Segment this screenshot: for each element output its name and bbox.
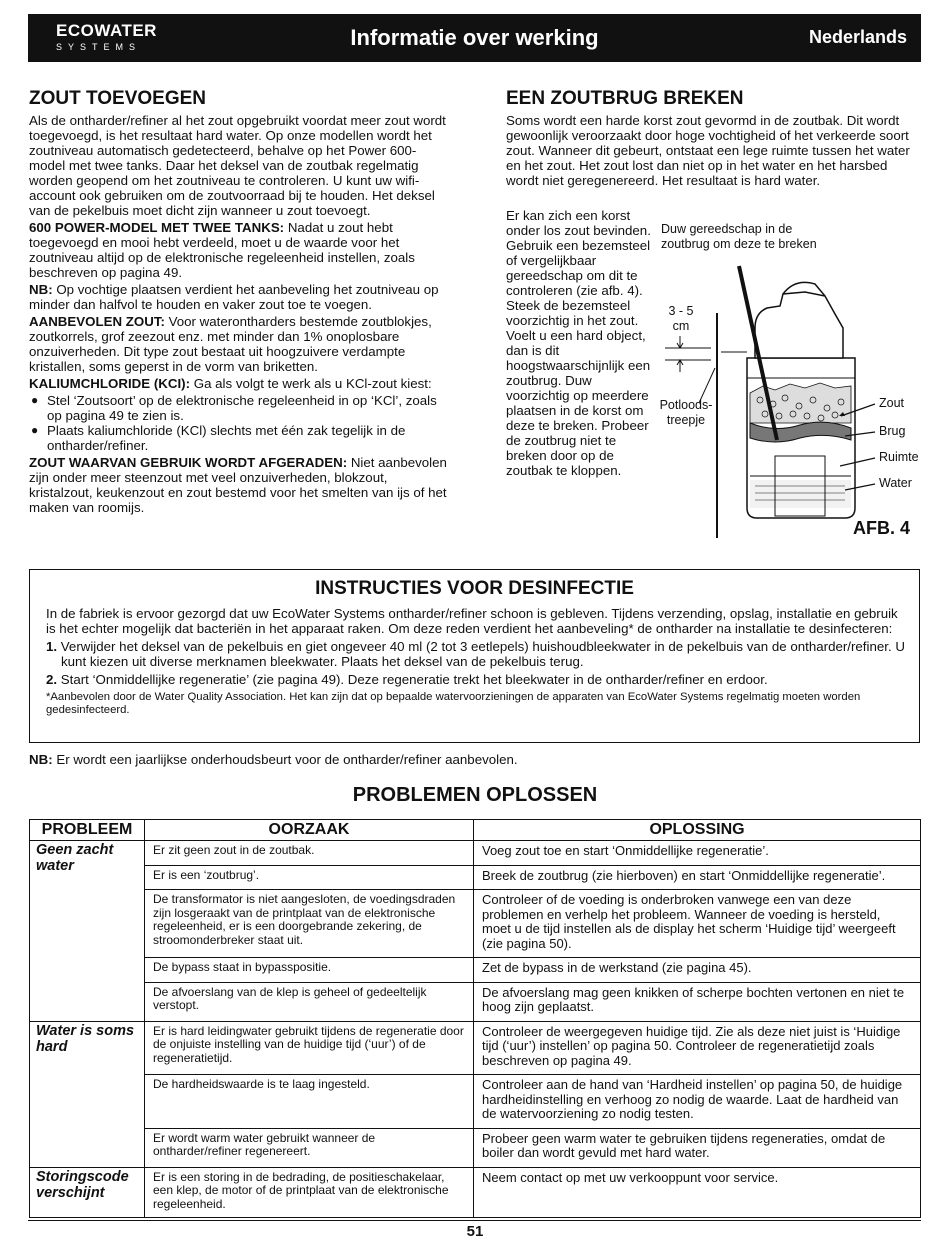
table-header-row xyxy=(30,820,921,841)
table-row xyxy=(30,958,921,983)
logo-wordmark: ECOWATER xyxy=(56,21,157,40)
space-label: Ruimte xyxy=(879,450,919,464)
not-recommended xyxy=(29,455,449,515)
cause-cell: Er is een storing in de bedrading, de positieschakelaar, een klep, de motor of de printplaat van de elektronische regeleenheid. xyxy=(145,1167,474,1218)
recommended-text: Voor waterontharders bestemde zoutblokjes, zoutkorrels, grof zeezout enz. met minder dan 1% onoplosbare onzuiverheden. Dit type zout bestaat uit hoogzuivere verdampte kristallen, soms geperst in de vorm van briketten. xyxy=(29,314,432,374)
table-row xyxy=(30,982,921,1021)
bridge-intro: Soms wordt een harde korst zout gevormd in de zoutbak. Dit wordt gewoonlijk veroorzaakt door hoge vochtigheid of het verkeerde soort zout. Wanneer dit gebeurt, ontstaat een lege ruimte tussen het water en het zout. Het zout lost dan niet op in het water en het harsbed wordt niet geregenereerd. Het resultaat is hard water. xyxy=(506,113,910,188)
note-label: NB: xyxy=(29,752,53,767)
water-label: Water xyxy=(879,476,912,490)
disinfection-box xyxy=(29,569,920,743)
language-label: Nederlands xyxy=(808,27,907,47)
recommended-salt xyxy=(29,314,449,374)
solution-cell: Voeg zout toe en start ‘Onmiddellijke regeneratie’. xyxy=(474,841,921,866)
cause-cell: Er wordt warm water gebruikt wanneer de ontharder/refiner regenereert. xyxy=(145,1128,474,1167)
page-header xyxy=(28,14,921,62)
disinfection-title: INSTRUCTIES VOOR DESINFECTIE xyxy=(315,578,634,599)
logo-subline: SYSTEMS xyxy=(56,42,142,52)
problem-cell: Water is soms hard xyxy=(30,1021,145,1167)
step-text: Start ‘Onmiddellijke regeneratie’ (zie pagina 49). Deze regeneratie trekt het bleekwater in de ontharder/refiner en erdoor. xyxy=(60,672,768,687)
page-number: 51 xyxy=(466,1223,484,1240)
disinfection-footnote: *Aanbevolen door de Water Quality Association. Het kan zijn dat op bepaalde watervoorzieningen de apparaten van EcoWater Systems regelmatig moeten worden gedesinfecteerd. xyxy=(46,691,861,716)
cause-cell: De transformator is niet aangesloten, de voedingsdraden zijn losgeraakt van de printplaat van de elektronische regeleenheid, er is een doorgebrande zekering, de stroomonderbreker staat uit. xyxy=(145,890,474,958)
kcl-paragraph xyxy=(29,376,449,391)
step-text: Verwijder het deksel van de pekelbuis en giet ongeveer 40 ml (2 tot 3 eetlepels) huishoudbleekwater in de pekelbuis van de ontharder/refiner. U kunt kiezen uit diverse merknamen bleekwater. Plaats het deksel van de pekelbuis terug. xyxy=(60,639,905,669)
step-number: 1. xyxy=(46,639,58,654)
note-text: Op vochtige plaatsen verdient het aanbeveling het zoutniveau op minder dan halfvol te houden en vaker zout toe te voegen. xyxy=(29,282,439,312)
troubleshoot-title: PROBLEMEN OPLOSSEN xyxy=(352,784,598,806)
salt-label: Zout xyxy=(879,396,905,410)
power600-text: Nadat u zout hebt toegevoegd en mooi hebt verdeeld, moet u de waarde voor het zoutniveau altijd op de elektronische regeleenheid instellen, zoals beschreven op pagina 49. xyxy=(29,220,415,280)
pencil-label: Potloods- treepje xyxy=(659,398,713,427)
list-item: ● Stel ‘Zoutsoort’ op de elektronische regeleenheid in op ‘KCl’, zoals op pagina 49 te zien is. xyxy=(29,393,449,423)
kcl-text: Ga als volgt te werk als u KCl-zout kiest: xyxy=(190,376,432,391)
power600-label: 600 POWER-MODEL MET TWEE TANKS: xyxy=(29,220,285,235)
table-row xyxy=(30,1021,921,1075)
humid-note xyxy=(29,282,449,312)
table-row xyxy=(30,1128,921,1167)
problem-cell: Storingscode verschijnt xyxy=(30,1167,145,1218)
table-row xyxy=(30,890,921,958)
dimension-label: 3 - 5 cm xyxy=(668,304,694,333)
disinfection-body xyxy=(46,606,906,720)
bridge-heading: EEN ZOUTBRUG BREKEN xyxy=(506,88,744,109)
maintenance-note xyxy=(29,752,518,767)
disinfection-intro: In de fabriek is ervoor gezorgd dat uw EcoWater Systems ontharder/refiner schoon is gebleven. Tijdens verzending, opslag, installatie en gebruik is het echter mogelijk dat bacteriën in het apparaat raken. Om deze reden verdient het aanbeveling* de ontharder na installatie te desinfecteren: xyxy=(46,606,898,636)
recommended-label: AANBEVOLEN ZOUT: xyxy=(29,314,165,329)
cause-cell: Er is een ‘zoutbrug’. xyxy=(145,865,474,890)
note-text: Er wordt een jaarlijkse onderhoudsbeurt voor de ontharder/refiner aanbevolen. xyxy=(52,752,518,767)
cause-cell: De afvoerslang van de klep is geheel of gedeeltelijk verstopt. xyxy=(145,982,474,1021)
bridge-label: Brug xyxy=(879,424,906,438)
salt-section xyxy=(29,88,449,517)
salt-heading: ZOUT TOEVOEGEN xyxy=(29,88,207,109)
footer-rule xyxy=(28,1220,921,1221)
salt-bridge-illustration xyxy=(655,218,925,548)
tool-label: Duw gereedschap in de zoutbrug om deze te breken xyxy=(661,222,817,251)
solution-cell: Controleer aan de hand van ‘Hardheid instellen’ op pagina 50, de huidige hardheidinstelling en verhoog zo nodig de waarde. Laat de hardheid van de watervoorziening zo nodig testen. xyxy=(474,1075,921,1129)
kcl-list xyxy=(29,393,449,453)
column-header: PROBLEEM xyxy=(30,820,145,841)
solution-cell: Neem contact op met uw verkooppunt voor service. xyxy=(474,1167,921,1218)
not-recommended-label: ZOUT WAARVAN GEBRUIK WORDT AFGERADEN: xyxy=(29,455,348,470)
salt-bridge-section xyxy=(506,88,921,190)
solution-cell: Zet de bypass in de werkstand (zie pagina 45). xyxy=(474,958,921,983)
step-number: 2. xyxy=(46,672,58,687)
cause-cell: De hardheidswaarde is te laag ingesteld. xyxy=(145,1075,474,1129)
table-row xyxy=(30,865,921,890)
cause-cell: Er zit geen zout in de zoutbak. xyxy=(145,841,474,866)
table-row xyxy=(30,1167,921,1218)
solution-cell: De afvoerslang mag geen knikken of scherpe bochten vertonen en niet te hoog zijn geplaatst. xyxy=(474,982,921,1021)
note-label: NB: xyxy=(29,282,53,297)
solution-cell: Controleer de weergegeven huidige tijd. Zie als deze niet juist is ‘Huidige tijd (‘uur’) instellen’ op pagina 50. Controleer de regeneratietijd zoals beschreven op pagina 49. xyxy=(474,1021,921,1075)
solution-cell: Probeer geen warm water te gebruiken tijdens regeneraties, omdat de boiler dan wordt gevuld met hard water. xyxy=(474,1128,921,1167)
figure-4 xyxy=(655,218,925,548)
column-header: OORZAAK xyxy=(145,820,474,841)
table-row xyxy=(30,1075,921,1129)
troubleshoot-table xyxy=(29,819,921,1218)
bridge-instructions xyxy=(506,208,651,480)
power600-paragraph xyxy=(29,220,449,280)
disinfection-step-1 xyxy=(46,639,906,669)
not-recommended-text: Niet aanbevolen zijn onder meer steenzout met veel onzuiverheden, blokzout, kristalzout, keukenzout en zout bestemd voor het smelten van ijs of het maken van roomijs. xyxy=(29,455,447,515)
list-item: ● Plaats kaliumchloride (KCl) slechts met één zak tegelijk in de ontharder/refiner. xyxy=(29,423,449,453)
disinfection-step-2 xyxy=(46,672,906,687)
solution-cell: Controleer of de voeding is onderbroken vanwege een van deze problemen en verhelp het probleem. Wanneer de voeding is hersteld, moet u de tijd instellen als de display het scherm ‘Huidige tijd’ weergeeft (zie pagina 50). xyxy=(474,890,921,958)
bridge-steps: Er kan zich een korst onder los zout bevinden. Gebruik een bezemsteel of vergelijkbaar gereedschap om dit te controleren (zie afb. 4). Steek de bezemsteel voorzichtig in het zout. Voelt u een hard object, dan is dit hoogstwaarschijnlijk een zoutbrug. Duw voorzichtig op meerdere plaatsen in de korst om deze te breken. Probeer de zoutbrug niet te breken door op de zoutbak te kloppen. xyxy=(506,208,651,478)
solution-cell: Breek de zoutbrug (zie hierboven) en start ‘Onmiddellijke regeneratie’. xyxy=(474,865,921,890)
cause-cell: De bypass staat in bypasspositie. xyxy=(145,958,474,983)
column-header: OPLOSSING xyxy=(474,820,921,841)
figure-caption: AFB. 4 xyxy=(853,518,911,538)
cause-cell: Er is hard leidingwater gebruikt tijdens de regeneratie door de onjuiste instelling van de huidige tijd (‘uur’) of de regeneratietijd. xyxy=(145,1021,474,1075)
kcl-label: KALIUMCHLORIDE (KCI): xyxy=(29,376,191,391)
salt-intro: Als de ontharder/refiner al het zout opgebruikt voordat meer zout wordt toegevoegd, is het resultaat hard water. Op onze modellen wordt het zoutniveau automatisch gedetecteerd, behalve op het Power 600-model met twee tanks. Daar het deksel van de zoutbak regelmatig worden geopend om het zoutniveau te controleren. U kunt uw wifi-account ook gebruiken om de zoutvoorraad bij te houden. Het deksel van de pekelbuis moet dicht zijn wanneer u zout toevoegt. xyxy=(29,113,446,218)
problem-cell: Geen zacht water xyxy=(30,841,145,1022)
table-row xyxy=(30,841,921,866)
page-title: Informatie over werking xyxy=(350,25,599,50)
